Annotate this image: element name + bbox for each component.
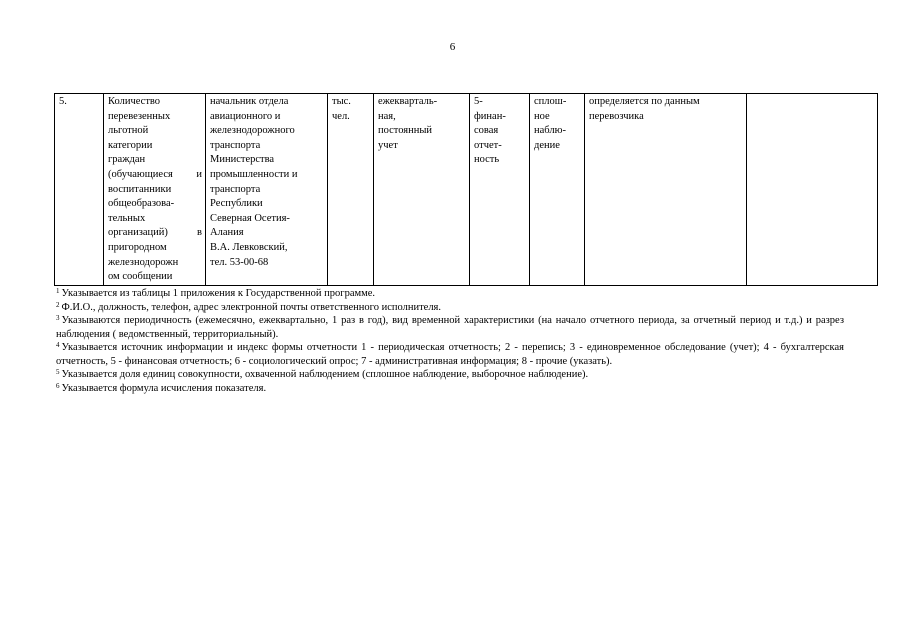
- cell-line: начальник отдела: [210, 96, 289, 107]
- periodicity-cell: [374, 94, 470, 286]
- cell-line: тел. 53-00-68: [210, 256, 269, 268]
- unit-cell: [328, 94, 374, 286]
- cell-line: перевезенных: [108, 110, 171, 122]
- cell-line: отчет-: [474, 139, 502, 151]
- cell-line: финан-: [474, 110, 506, 122]
- cell-line: ная,: [378, 110, 396, 122]
- row-number: 5.: [55, 94, 104, 286]
- footnote-6: $^6$ Указывается формула исчисления показателя.: [56, 381, 267, 394]
- cell-line: тельных: [108, 212, 146, 224]
- cell-line: воспитанники: [108, 183, 172, 195]
- observation-cell: [530, 94, 585, 286]
- cell-line: 5-: [474, 96, 483, 107]
- cell-line: дение: [534, 139, 560, 151]
- source-cell: [470, 94, 530, 286]
- footnote-5: $^5$ Указывается доля единиц совокупности, охваченной наблюдением (сплошное наблюдение, выборочное наблюдение).: [56, 368, 589, 380]
- cell-line: транспорта: [210, 183, 261, 195]
- cell-line: наблю-: [534, 125, 566, 137]
- cell-line: перевозчика: [589, 110, 644, 122]
- cell-line: ом сообщении: [108, 271, 173, 283]
- cell-line: льготной: [108, 125, 149, 137]
- footnote-1: $^1$ Указывается из таблицы 1 приложения к Государственной программе.: [56, 287, 376, 299]
- cell-line: определяется по данным: [589, 96, 700, 107]
- cell-line: общеобразова-: [108, 198, 175, 210]
- cell-line: ное: [534, 110, 550, 122]
- cell-line: совая: [474, 125, 499, 137]
- cell-line: тыс.: [332, 96, 351, 107]
- cell-line: В.А. Левковский,: [210, 241, 288, 253]
- cell-line: постоянный: [378, 125, 433, 137]
- cell-line: железнодорожн: [108, 256, 179, 268]
- extra-cell: [747, 94, 878, 286]
- cell-line: Количество: [108, 96, 161, 107]
- cell-line: авиационного и: [210, 110, 281, 122]
- footnotes: [56, 287, 844, 395]
- cell-line: Республики: [210, 198, 263, 210]
- cell-line: граждан: [108, 154, 146, 166]
- cell-line: Алания: [210, 227, 244, 239]
- cell-line: категории: [108, 139, 153, 151]
- cell-line: ность: [474, 154, 500, 166]
- cell-line: транспорта: [210, 139, 261, 151]
- cell-line: Министерства: [210, 154, 275, 166]
- page-number: 6: [449, 41, 456, 53]
- cell-line: учет: [378, 139, 398, 151]
- cell-line: пригородном: [108, 241, 167, 253]
- cell-line: сплош-: [534, 96, 567, 107]
- cell-line: (обучающиеся и: [108, 168, 202, 180]
- cell-line: железнодорожного: [210, 125, 295, 137]
- cell-line: чел.: [332, 110, 350, 122]
- cell-line: ежекварталь-: [378, 96, 438, 107]
- indicator-name-cell: [104, 94, 206, 286]
- cell-line: промышленности и: [210, 168, 298, 180]
- formula-cell: [585, 94, 747, 286]
- cell-line: организаций) в: [108, 227, 202, 239]
- footnote-4: $^4$ Указывается источник информации и индекс формы отчетности 1 - периодическая отчетность; 2 - перепись; 3 - единовременное обследование (учет); 4 - бухгалтерская отчетность, 5 - финансовая отчетность; 6 - социологический опрос; 7 - административная информация; 8 - прочие (указать).: [56, 341, 844, 367]
- responsible-cell: [206, 94, 328, 286]
- footnote-2: $^2$ Ф.И.О., должность, телефон, адрес электронной почты ответственного исполнителя.: [56, 300, 442, 313]
- cell-line: Северная Осетия-: [210, 212, 290, 224]
- table-row: [55, 94, 878, 286]
- indicator-table: [54, 93, 878, 286]
- footnote-3: $^3$ Указываются периодичность (ежемесячно, ежеквартально, 1 раз в год), вид временной характеристики (на начало отчетного периода, за отчетный период и т.д.) и разрез наблюдения ( ведомственный, территориальный).: [56, 314, 844, 340]
